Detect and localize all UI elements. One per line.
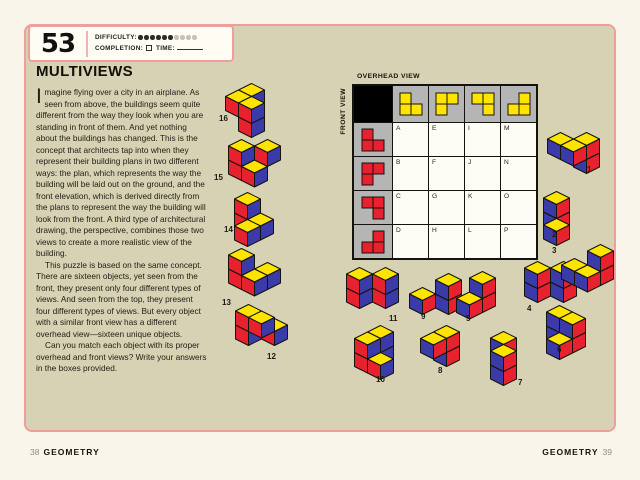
difficulty-dot xyxy=(144,35,149,40)
answer-cell-M[interactable] xyxy=(501,123,536,156)
object-9-label: 9 xyxy=(421,312,426,321)
object-1-label: 1 xyxy=(587,165,592,174)
answer-cell-D[interactable] xyxy=(393,225,428,258)
cell-letter: H xyxy=(432,227,437,234)
cell-letter: D xyxy=(396,227,401,234)
cell-letter: C xyxy=(396,193,401,200)
cell-letter: K xyxy=(468,193,473,200)
object-1-figure xyxy=(546,131,603,177)
cell-letter: O xyxy=(504,193,510,200)
cell-letter: M xyxy=(504,125,510,132)
cell-letter: F xyxy=(432,159,437,166)
cell-letter: B xyxy=(396,159,401,166)
page-number-right: 39 xyxy=(602,447,612,457)
answer-cell-E[interactable] xyxy=(429,123,464,156)
grid-corner xyxy=(354,86,392,122)
page-number-left: 38 xyxy=(30,447,40,457)
difficulty-dot xyxy=(168,35,173,40)
object-12-figure xyxy=(234,303,291,349)
difficulty-dots xyxy=(137,34,197,41)
paragraph-3: Can you match each object with its proper overhead and front views? Write your answers in the boxes provided. xyxy=(36,340,207,373)
difficulty-dot xyxy=(186,35,191,40)
difficulty-dot xyxy=(138,35,143,40)
object-11-figure xyxy=(345,266,402,312)
front-shape-icon xyxy=(361,128,385,152)
object-8-figure xyxy=(419,324,463,370)
object-16-label: 16 xyxy=(219,114,228,123)
overhead-shape-3 xyxy=(465,86,500,122)
front-shape-icon xyxy=(361,230,385,254)
completion-row xyxy=(95,44,203,55)
difficulty-label: DIFFICULTY: xyxy=(95,34,137,41)
overhead-shape-2 xyxy=(429,86,464,122)
paragraph-2: This puzzle is based on the same concept. There are sixteen objects, yet seen from the front, they present only four different types of views. And seen from the top, they present four different types of views. But every object with a similar front view has a different overhead view—sixteen unique objects. xyxy=(36,259,202,339)
cell-letter: P xyxy=(504,227,509,234)
footer-left xyxy=(30,447,104,457)
object-2-figure xyxy=(542,190,573,249)
object-3-figure xyxy=(560,243,617,295)
overhead-shape-icon xyxy=(507,92,531,116)
overhead-shape-icon xyxy=(399,92,423,116)
footer-right xyxy=(538,447,612,457)
object-16-figure xyxy=(224,82,268,141)
object-3-label: 3 xyxy=(552,246,557,255)
cell-letter: G xyxy=(432,193,438,200)
object-10-figure xyxy=(353,324,397,383)
cell-letter: N xyxy=(504,159,509,166)
difficulty-row xyxy=(95,33,203,44)
cell-letter: J xyxy=(468,159,472,166)
answer-cell-O[interactable] xyxy=(501,191,536,224)
object-13-label: 13 xyxy=(222,298,231,307)
overhead-view-label: OVERHEAD VIEW xyxy=(357,73,420,80)
object-10-label: 10 xyxy=(376,375,385,384)
answer-cell-I[interactable] xyxy=(465,123,500,156)
overhead-shape-icon xyxy=(471,92,495,116)
page-title: MULTIVIEWS xyxy=(36,63,134,80)
front-shape-icon xyxy=(361,162,385,186)
answer-cell-P[interactable] xyxy=(501,225,536,258)
answer-cell-H[interactable] xyxy=(429,225,464,258)
paragraph-1: Imagine flying over a city in an airplane. As seen from above, the buildings seem quite different from the way they look when you are standing in front of them. And yet nothing about the buildings has changed. This is the concept that architects tap into when they represent their building plans in two different ways: the plan, which represents the way the building will be laid out on the ground, and the front elevation, which is derived directly from the plans to represent the way the building will look from the front. A third type of architectural drawing, the perspective, combines those two views to create a more realistic view of the building. xyxy=(36,85,206,258)
object-6-label: 6 xyxy=(557,345,562,354)
time-field[interactable] xyxy=(177,44,203,50)
object-13-figure xyxy=(227,247,284,299)
front-shape-4 xyxy=(354,225,392,258)
body-text xyxy=(36,87,209,375)
object-15-figure xyxy=(227,138,284,190)
overhead-shape-icon xyxy=(435,92,459,116)
front-view-label: FRONT VIEW xyxy=(340,88,347,135)
overhead-shape-4 xyxy=(501,86,536,122)
difficulty-dot xyxy=(192,35,197,40)
time-label: TIME: xyxy=(156,44,175,52)
cell-letter: A xyxy=(396,125,401,132)
object-5-label: 5 xyxy=(466,314,471,323)
difficulty-dot xyxy=(174,35,179,40)
front-shape-icon xyxy=(361,196,385,220)
object-4-label: 4 xyxy=(527,304,532,313)
answer-cell-A[interactable] xyxy=(393,123,428,156)
object-6-figure xyxy=(545,304,589,363)
object-14-figure xyxy=(233,191,277,250)
cell-letter: I xyxy=(468,125,471,132)
cell-letter: L xyxy=(468,227,472,234)
difficulty-dot xyxy=(180,35,185,40)
answer-cell-C[interactable] xyxy=(393,191,428,224)
view-grid xyxy=(352,84,538,260)
puzzle-number-badge xyxy=(28,25,234,62)
answer-cell-L[interactable] xyxy=(465,225,500,258)
object-7-figure xyxy=(489,330,523,389)
object-8-label: 8 xyxy=(438,366,443,375)
puzzle-number: 53 xyxy=(40,28,76,59)
object-12-label: 12 xyxy=(267,352,276,361)
object-15-label: 15 xyxy=(214,173,223,182)
difficulty-dot xyxy=(156,35,161,40)
completion-checkbox[interactable] xyxy=(146,45,152,51)
object-2-label: 2 xyxy=(552,230,557,239)
object-14-label: 14 xyxy=(224,225,233,234)
badge-divider xyxy=(86,31,88,57)
difficulty-dot xyxy=(150,35,155,40)
answer-cell-N[interactable] xyxy=(501,157,536,190)
cell-letter: E xyxy=(432,125,437,132)
overhead-shape-1 xyxy=(393,86,428,122)
front-shape-2 xyxy=(354,157,392,190)
object-11-label: 11 xyxy=(389,314,398,323)
front-shape-3 xyxy=(354,191,392,224)
difficulty-dot xyxy=(162,35,167,40)
object-5-figure xyxy=(455,270,499,322)
book-section-right: GEOMETRY xyxy=(542,447,599,457)
object-7-label: 7 xyxy=(518,378,523,387)
answer-cell-F[interactable] xyxy=(429,157,464,190)
answer-cell-G[interactable] xyxy=(429,191,464,224)
answer-cell-K[interactable] xyxy=(465,191,500,224)
front-shape-1 xyxy=(354,123,392,156)
book-section-left: GEOMETRY xyxy=(43,447,100,457)
completion-label: COMPLETION: xyxy=(95,44,144,52)
answer-cell-J[interactable] xyxy=(465,157,500,190)
answer-cell-B[interactable] xyxy=(393,157,428,190)
